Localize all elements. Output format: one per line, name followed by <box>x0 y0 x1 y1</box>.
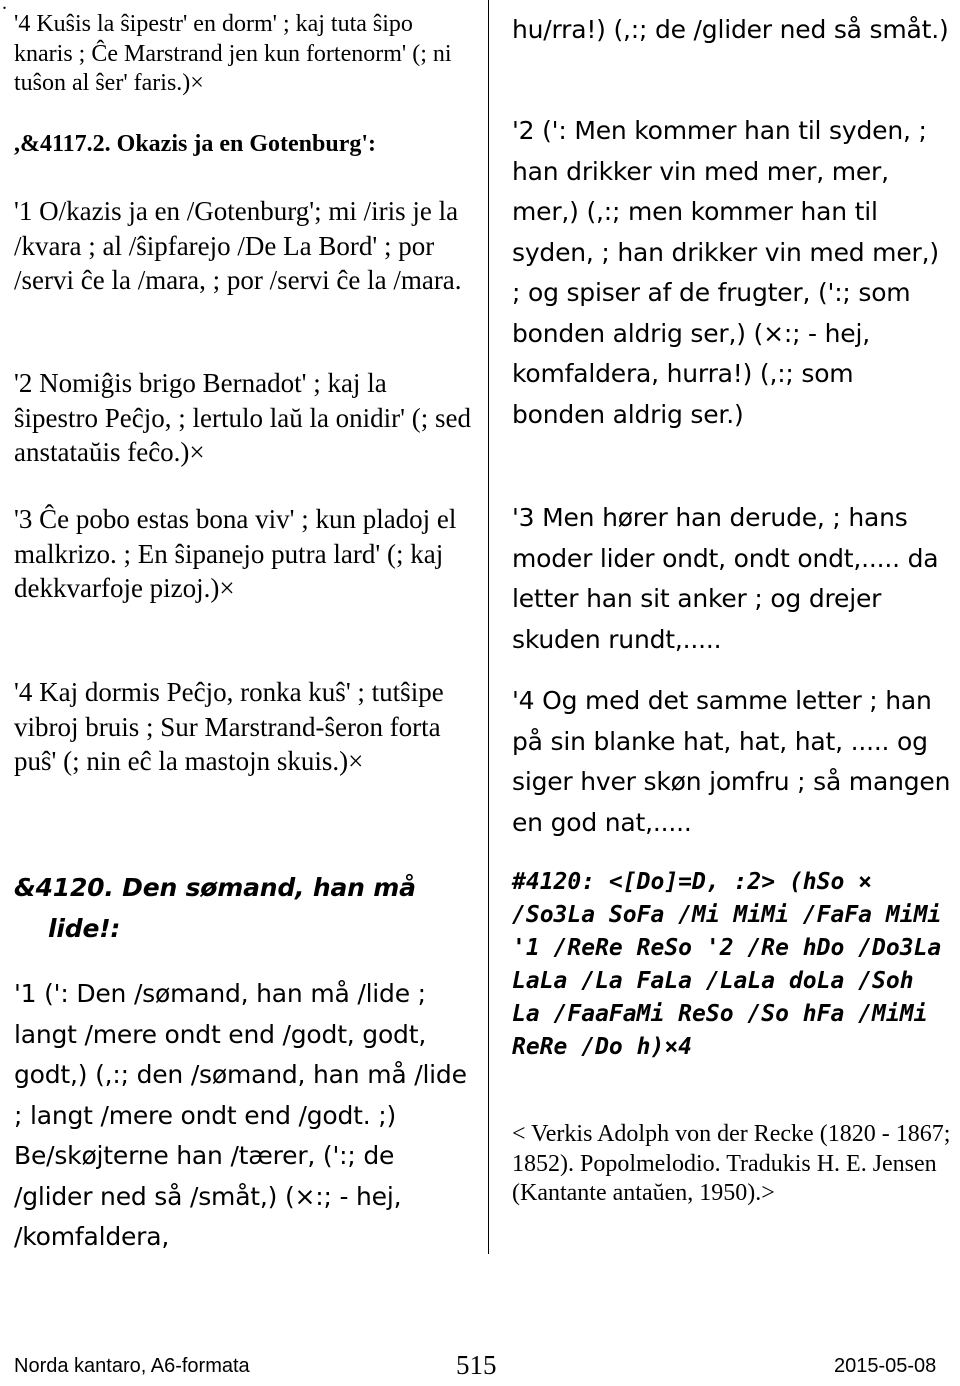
danish-verse-3: '3 Men hører han derude, ; hans moder lider ondt, ondt ondt,..... da letter han sit anker ; og drejer skuden rundt,..... <box>512 503 947 654</box>
verse-2: '2 Nomiĝis brigo Bernadot' ; kaj la ŝipestro Peĉjo, ; lertulo laŭ la onidir' (; sed anstataŭis feĉo.)× <box>14 368 478 467</box>
danish-verse-2: '2 (': Men kommer han til syden, ; han drikker vin med mer, mer, mer,) (,:; men kommer han til syden, ; han drikker vin med mer,) ; og spiser af de frugter, (':; som bonden aldrig ser,) (×:; - hej, komfaldera, hurra!) (,:; som bonden aldrig ser.) <box>512 116 947 429</box>
footer-book-title: Norda kantaro, A6-formata <box>14 1355 250 1377</box>
heading-4120: &4120. Den sømand, han må lide!: <box>14 873 416 943</box>
page-number: 515 <box>456 1350 497 1380</box>
top-dot: . <box>2 0 7 14</box>
heading-4117: ,&4117.2. Okazis ja en Gotenburg': <box>14 131 377 157</box>
verse-prev-4: '4 Kuŝis la ŝipestr' en dorm' ; kaj tuta ŝipo knaris ; Ĉe Marstrand jen kun fortenorm' (; ni tuŝon al ŝer' faris.)× <box>14 11 458 96</box>
danish-verse-1-cont: hu/rra!) (,:; de /glider ned så småt.) <box>512 15 949 44</box>
verse-4: '4 Kaj dormis Peĉjo, ronka kuŝ' ; tutŝipe vibroj bruis ; Sur Marstrand-ŝeron forta puŝ' (; nin eĉ la mastojn skuis.)× <box>14 677 451 776</box>
danish-verse-1-frame <box>0 942 488 1254</box>
verse-3: '3 Ĉe pobo estas bona viv' ; kun pladoj el malkrizo. ; En ŝipanejo putra lard' (; kaj dekkvarfoje pizoj.)× <box>14 504 464 603</box>
danish-verse-1: '1 (': Den /sømand, han må /lide ; langt /mere ondt end /godt, godt, godt,) (,:; den /sømand, han må /lide ; langt /mere ondt end /godt. ;) Be/skøjterne han /tærer, (':; de /glider ned så /småt,) (×:; - hej, /komfaldera, <box>14 979 475 1251</box>
danish-verse-4: '4 Og med det samme letter ; han på sin blanke hat, hat, hat, ..... og siger hver skøn jomfru ; så mangen en god nat,..... <box>512 686 958 837</box>
footer-date: 2015-05-08 <box>834 1355 937 1377</box>
credit: < Verkis Adolph von der Recke (1820 - 1867; 1852). Popolmelodio. Tradukis H. E. Jensen (Kantante antaŭen, 1950).> <box>512 1121 957 1206</box>
verse-1: '1 O/kazis ja en /Gotenburg'; mi /iris je la /kvara ; al /ŝipfarejo /De La Bord' ; por /servi ĉe la /mara, ; por /servi ĉe la /mara. <box>14 196 465 295</box>
melody-code: #4120: <[Do]=D, :2> (hSo × /So3La SoFa /Mi MiMi /FaFa MiMi '1 /ReRe ReSo '2 /Re hDo /Do3La LaLa /La FaLa /LaLa doLa /Soh La /FaaFaMi ReSo /So hFa /MiMi ReRe /Do h)×4 <box>512 869 956 1060</box>
